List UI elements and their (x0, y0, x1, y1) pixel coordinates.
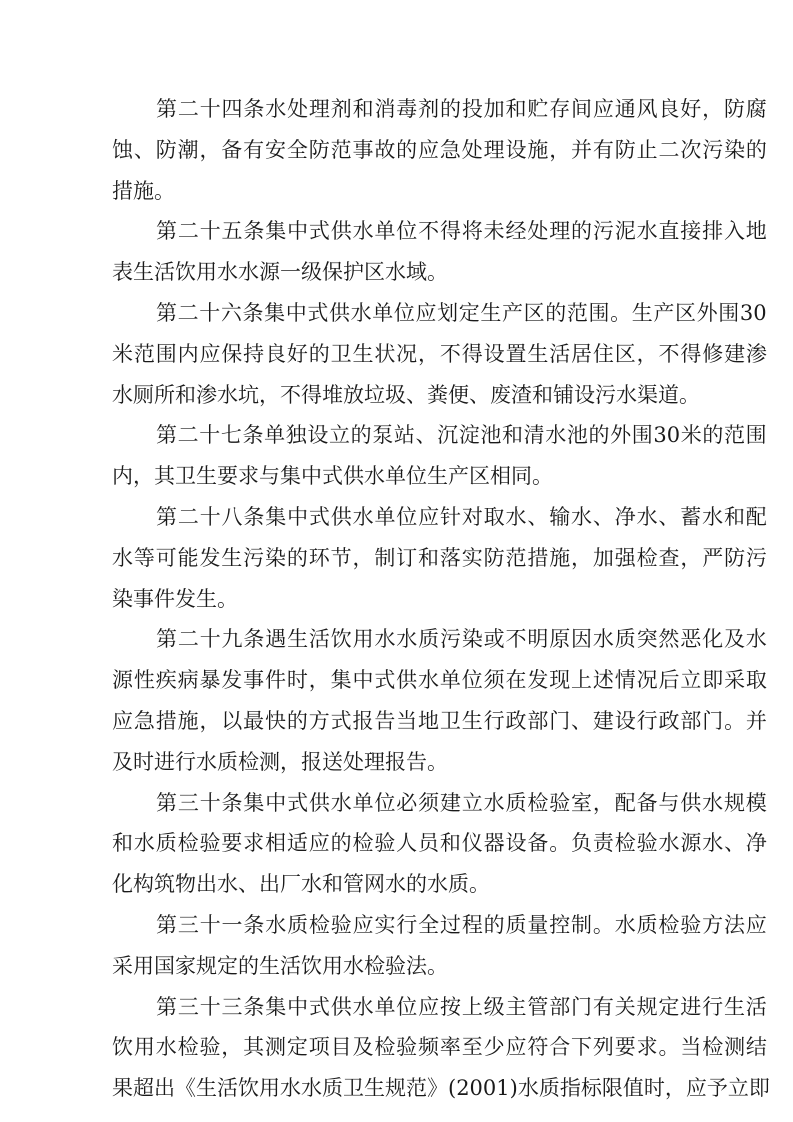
text-line: 内，其卫生要求与集中式供水单位生产区相同。 (112, 464, 553, 488)
text-line: 第 二 十 六 条 集 中 式 供 水 单 位 应 划 定 生 产 区 的 范 围 。 生 产 区 外 围 30 (156, 301, 767, 325)
text-line: 米 范 围 内 应 保 持 良 好 的 卫 生 状 况 ， 不 得 设 置 生 活 居 住 区 ， 不 得 修 建 渗 (112, 342, 767, 366)
text-line: 第 二 十 九 条 遇 生 活 饮 用 水 水 质 污 染 或 不 明 原 因 水 质 突 然 恶 化 及 水 (156, 627, 767, 651)
text-line: 第 二 十 五 条 集 中 式 供 水 单 位 不 得 将 未 经 处 理 的 污 泥 水 直 接 排 入 地 (156, 219, 767, 243)
text-line: 果 超 出 《 生 活 饮 用 水 水 质 卫 生 规 范 》 (2001) 水 质 指 标 限 值 时 ， 应 予 立 即 (112, 1076, 770, 1100)
text-line: 采用国家规定的生活饮用水检验法。 (112, 954, 448, 978)
text-line: 措施。 (112, 179, 175, 203)
text-line: 第 二 十 八 条 集 中 式 供 水 单 位 应 针 对 取 水 、 输 水 、 净 水 、 蓄 水 和 配 (156, 505, 767, 529)
text-line: 第 三 十 条 集 中 式 供 水 单 位 必 须 建 立 水 质 检 验 室 ， 配 备 与 供 水 规 模 (156, 791, 767, 815)
text-line: 表生活饮用水水源一级保护区水域。 (112, 260, 448, 284)
text-line: 第 二 十 四 条 水 处 理 剂 和 消 毒 剂 的 投 加 和 贮 存 间 应 通 风 良 好 ， 防 腐 (156, 97, 767, 121)
text-line: 化构筑物出水、出厂水和管网水的水质。 (112, 872, 490, 896)
text-line: 应 急 措 施 ， 以 最 快 的 方 式 报 告 当 地 卫 生 行 政 部 门 、 建 设 行 政 部 门 。 并 (112, 709, 767, 733)
text-line: 第 三 十 一 条 水 质 检 验 应 实 行 全 过 程 的 质 量 控 制 。 水 质 检 验 方 法 应 (156, 913, 767, 937)
text-line: 第 二 十 七 条 单 独 设 立 的 泵 站 、 沉 淀 池 和 清 水 池 的 外 围 30 米 的 范 围 (156, 423, 767, 447)
text-line: 染事件发生。 (112, 587, 238, 611)
text-line: 第 三 十 三 条 集 中 式 供 水 单 位 应 按 上 级 主 管 部 门 有 关 规 定 进 行 生 活 (156, 995, 767, 1019)
text-line: 和 水 质 检 验 要 求 相 适 应 的 检 验 人 员 和 仪 器 设 备 。 负 责 检 验 水 源 水 、 净 (112, 831, 767, 855)
text-line: 饮 用 水 检 验 ， 其 测 定 项 目 及 检 验 频 率 至 少 应 符 合 下 列 要 求 。 当 检 测 结 (112, 1035, 767, 1059)
text-line: 蚀 、 防 潮 ， 备 有 安 全 防 范 事 故 的 应 急 处 理 设 施 ， 并 有 防 止 二 次 污 染 的 (112, 138, 767, 162)
text-line: 水厕所和渗水坑，不得堆放垃圾、粪便、废渣和铺设污水渠道。 (112, 383, 700, 407)
text-line: 及时进行水质检测，报送处理报告。 (112, 750, 448, 774)
text-line: 源 性 疾 病 暴 发 事 件 时 ， 集 中 式 供 水 单 位 须 在 发 现 上 述 情 况 后 立 即 采 取 (112, 668, 767, 692)
text-line: 水 等 可 能 发 生 污 染 的 环 节 ， 制 订 和 落 实 防 范 措 施 ， 加 强 检 查 ， 严 防 污 (112, 546, 767, 570)
